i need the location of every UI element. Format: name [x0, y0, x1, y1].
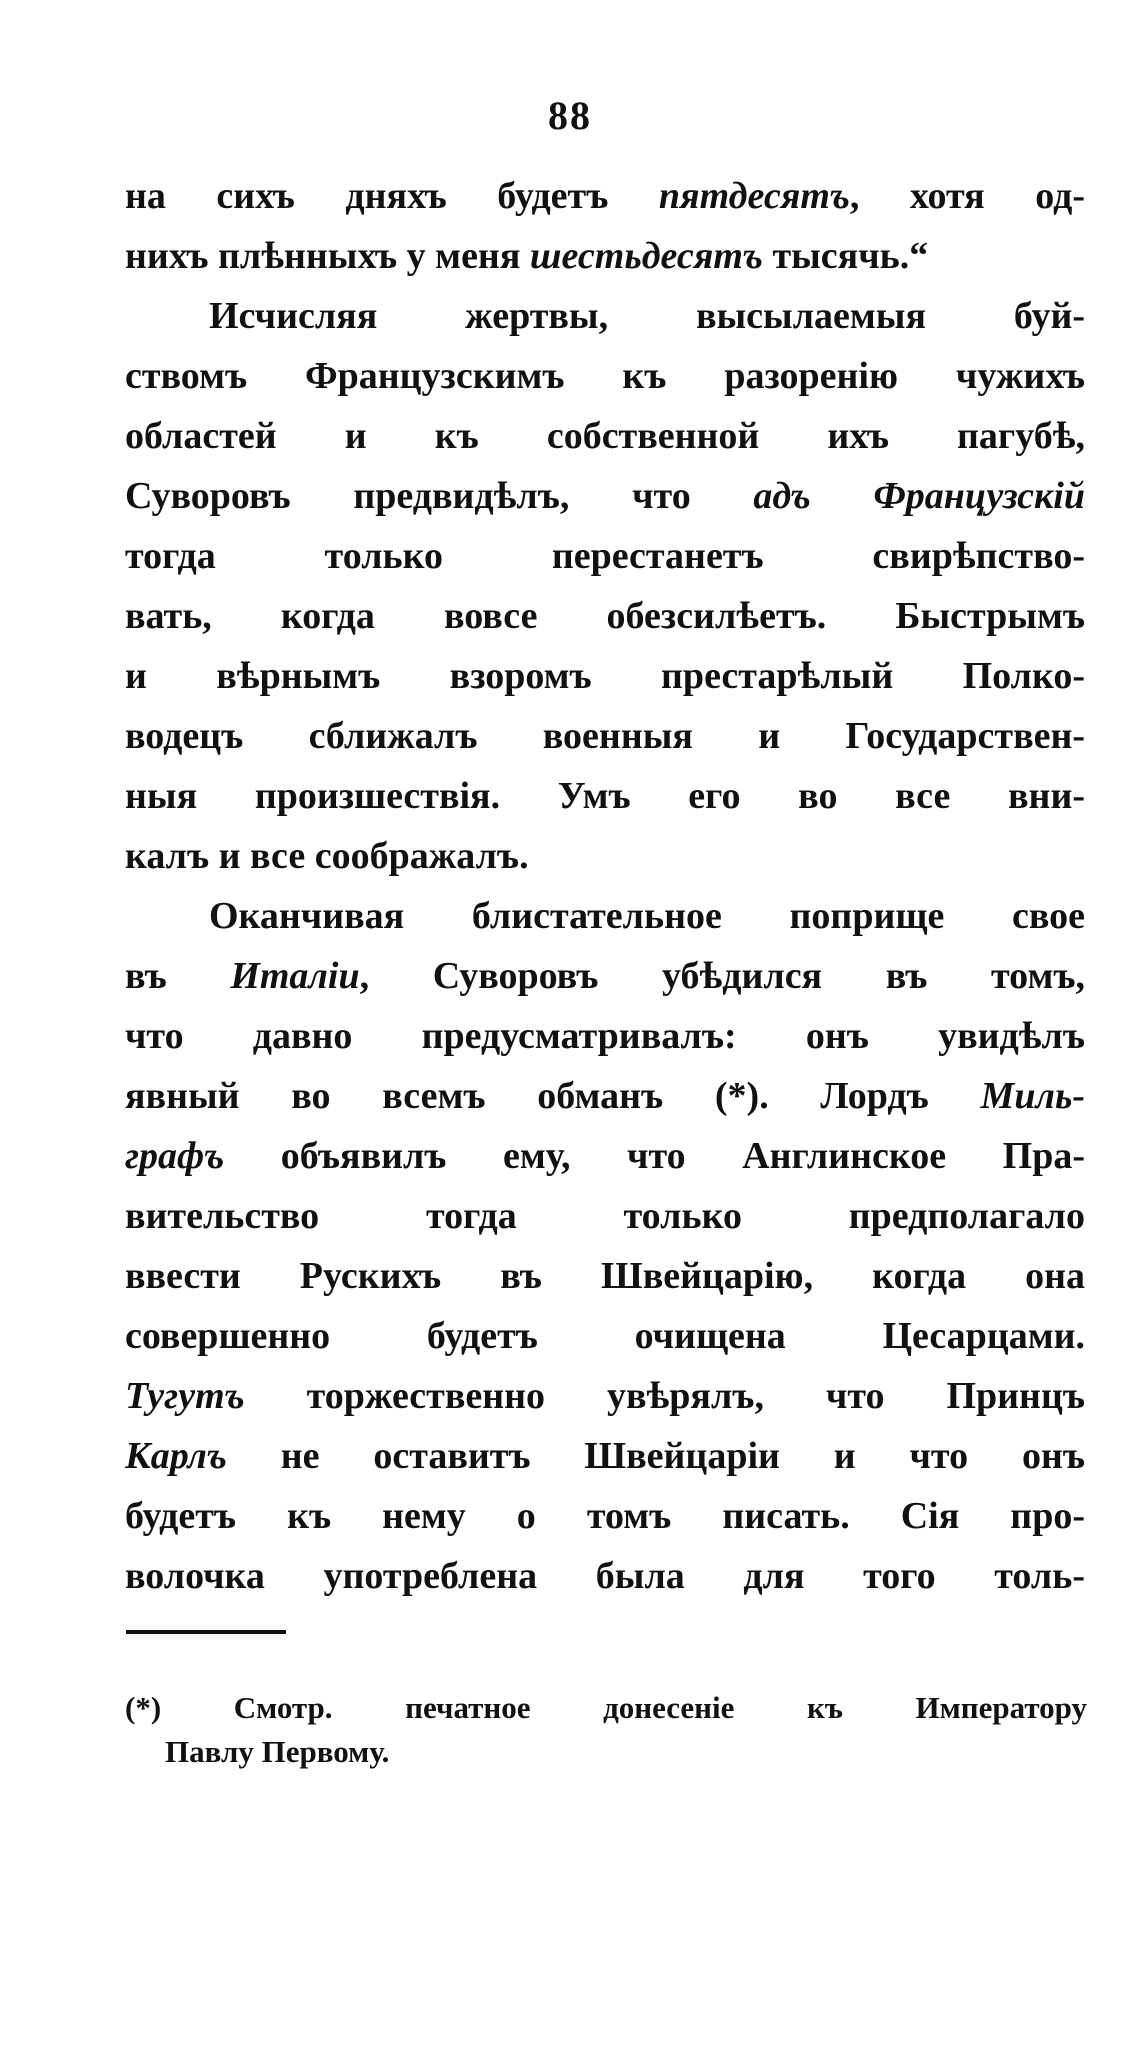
page-number: 88 — [548, 93, 592, 138]
text-line — [125, 646, 1085, 706]
text-run: и вѣрнымъ взоромъ престарѣлый Полко- — [125, 655, 1085, 697]
text-line — [125, 1486, 1085, 1546]
text-line — [125, 706, 1085, 766]
text-line — [125, 1066, 1085, 1126]
text-run: ввести Рускихъ въ Швейцарію, когда она — [125, 1255, 1085, 1297]
italic-word: шестьдесятъ — [529, 235, 763, 277]
text-run: вать, когда вовсе обезсилѣетъ. Быстрымъ — [125, 595, 1085, 637]
text-run: на сихъ дняхъ будетъ — [125, 175, 659, 217]
text-run: объявилъ ему, что Англинское Пра- — [224, 1135, 1085, 1177]
text-line — [125, 766, 1085, 826]
text-run: совершенно будетъ очищена Цесарцами. — [125, 1315, 1085, 1357]
text-run: водецъ сближалъ военныя и Государствен- — [125, 715, 1085, 757]
text-line — [125, 166, 1085, 226]
text-run: что давно предусматривалъ: онъ увидѣлъ — [125, 1015, 1085, 1057]
text-line — [125, 826, 1085, 886]
text-run: нихъ плѣнныхъ у меня — [125, 235, 530, 277]
footnote-line: (*) Смотр. печатное донесеніе къ Императору — [125, 1690, 1087, 1725]
text-run: не оставитъ Швейцаріи и что онъ — [226, 1435, 1085, 1477]
text-run: Суворовъ предвидѣлъ, что — [125, 475, 754, 517]
text-run: ныя произшествія. Умъ его во все вни- — [125, 775, 1085, 817]
footnote-line: Павлу Первому. — [165, 1734, 390, 1769]
text-run: тогда только перестанетъ свирѣпство- — [125, 535, 1085, 577]
text-run: , Суворовъ убѣдился въ томъ, — [359, 955, 1085, 997]
text-run: явный во всемъ обманъ (*). Лордъ — [125, 1075, 981, 1117]
text-run: будетъ къ нему о томъ писать. Сія про- — [125, 1495, 1085, 1537]
text-run: въ — [125, 955, 231, 997]
text-run: калъ и все соображалъ. — [125, 835, 529, 877]
text-run: волочка употреблена была для того толь- — [125, 1555, 1085, 1597]
text-line — [125, 1006, 1085, 1066]
text-line — [125, 1126, 1085, 1186]
footnote-divider — [126, 1630, 286, 1634]
text-line — [125, 1426, 1085, 1486]
text-line — [125, 406, 1085, 466]
footnote — [125, 1686, 1087, 1774]
text-line — [125, 1546, 1085, 1606]
text-line — [125, 1246, 1085, 1306]
italic-word: Тугутъ — [125, 1375, 245, 1417]
text-line — [125, 1366, 1085, 1426]
italic-word: пятдесятъ — [658, 175, 850, 217]
text-line — [125, 586, 1085, 646]
italic-word: адъ Французскій — [753, 475, 1085, 517]
text-line — [125, 946, 1085, 1006]
text-line — [125, 886, 1085, 946]
italic-word: Карлъ — [125, 1435, 227, 1477]
text-run: тысячь.“ — [762, 235, 929, 277]
text-line — [125, 1186, 1085, 1246]
text-run: вительство тогда только предполагало — [125, 1195, 1085, 1237]
text-run: торжественно увѣрялъ, что Принцъ — [244, 1375, 1085, 1417]
text-run: Оканчивая блистательное поприще свое — [209, 895, 1085, 937]
text-run: Исчисляя жертвы, высылаемыя буй- — [209, 295, 1085, 337]
italic-word: Миль- — [980, 1075, 1085, 1117]
text-run: , хотя од- — [849, 175, 1085, 217]
text-line — [125, 346, 1085, 406]
body-text — [125, 166, 1085, 1606]
text-line — [125, 466, 1085, 526]
text-line — [125, 1306, 1085, 1366]
italic-word: графъ — [125, 1135, 225, 1177]
text-run: ствомъ Французскимъ къ разоренію чужихъ — [125, 355, 1085, 397]
text-run: областей и къ собственной ихъ пагубѣ, — [125, 415, 1085, 457]
text-line — [125, 526, 1085, 586]
text-line — [125, 286, 1085, 346]
text-line — [125, 226, 1085, 286]
italic-word: Италіи — [230, 955, 360, 997]
